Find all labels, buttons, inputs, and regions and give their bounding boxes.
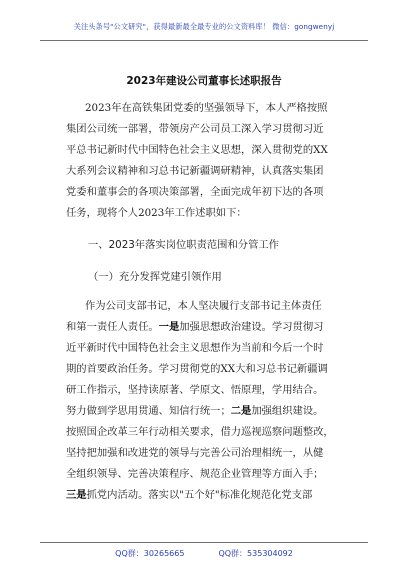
paragraph-line <box>66 401 349 422</box>
body-paragraph <box>66 296 349 506</box>
footer-rule <box>40 542 368 543</box>
bold-lead: 二是 <box>230 405 252 417</box>
bold-lead: 一是 <box>158 321 180 333</box>
paragraph-line: 按照国企改革三年行动相关要求，借力巡视巡察问题整改， <box>66 426 334 438</box>
paragraph-line: 坚持把加强和改进党的领导与完善公司治理相统一，从健 <box>66 447 324 459</box>
intro-paragraph <box>66 98 349 224</box>
subsection-heading: （一）充分发挥党建引领作用 <box>88 271 222 283</box>
line-text: 和第一责任人责任。 <box>66 321 159 333</box>
paragraph-line <box>66 485 349 506</box>
header-banner: 关注头条号"公文研究"，获得最新最全最专业的公文资料库！ 微信：gongwenyj <box>73 22 335 31</box>
line-text: 努力做到学思用贯通、知信行统一； <box>66 405 231 417</box>
header-rule <box>40 40 368 41</box>
footer-qq-group-2: QQ群：535304092 <box>218 549 293 558</box>
bold-lead: 三是 <box>66 489 87 501</box>
paragraph-line: 期的首要政治任务。学习贯彻党的XX大和习总书记新疆调 <box>66 363 328 375</box>
line-text: 加强组织建设。 <box>251 405 324 417</box>
line-text: 加强思想政治建设。学习贯彻习 <box>179 321 324 333</box>
paragraph-line: 大系列会议精神和习总书记新疆调研精神，认真落实集团 <box>66 165 324 177</box>
line-text: 抓党内活动。落实以"五个好"标准化规范化党支部 <box>86 489 313 501</box>
document-title: 2023年建设公司董事长述职报告 <box>126 75 282 87</box>
paragraph-line: 研工作指示，坚持读原著、学原文、悟原理，学用结合。 <box>66 384 324 396</box>
section-heading: 一、2023年落实岗位职责范围和分管工作 <box>88 239 279 251</box>
paragraph-line: 党委和董事会的各项决策部署，全面完成年初下达的各项 <box>66 186 324 198</box>
paragraph-line: 任务，现将个人2023年工作述职如下： <box>66 207 247 219</box>
paragraph-line: 2023年在高铁集团党委的坚强领导下，本人严格按照 <box>85 102 328 114</box>
paragraph-line: 作为公司支部书记，本人坚决履行支部书记主体责任 <box>85 300 322 312</box>
footer <box>0 548 408 559</box>
paragraph-line <box>66 317 349 338</box>
paragraph-line: 全组织领导、完善决策程序、规范企业管理等方面入手； <box>66 468 324 480</box>
paragraph-line: 平总书记新时代中国特色社会主义思想，深入贯彻党的XX <box>66 144 328 156</box>
paragraph-line: 近平新时代中国特色社会主义思想作为当前和今后一个时 <box>66 342 324 354</box>
footer-qq-group-1: QQ群：30265665 <box>115 549 185 558</box>
paragraph-line: 集团公司统一部署，带领房产公司员工深入学习贯彻习近 <box>66 123 324 135</box>
